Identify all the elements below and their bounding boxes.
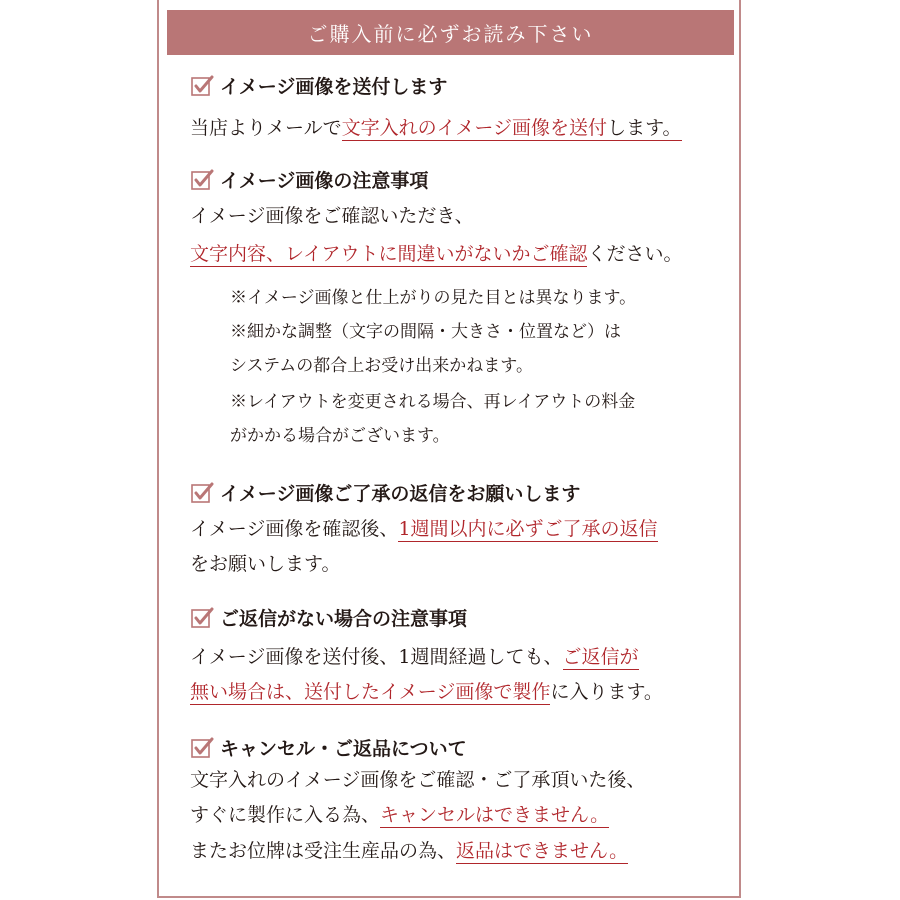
section-2-heading: イメージ画像の注意事項 xyxy=(190,166,428,193)
section-2-note-4: ※レイアウトを変更される場合、再レイアウトの料金 xyxy=(230,392,636,412)
section-2-note-5: がかかる場合がございます。 xyxy=(230,426,450,446)
banner-title: ご購入前に必ずお読み下さい xyxy=(307,22,594,46)
section-4-heading: ご返信がない場合の注意事項 xyxy=(190,604,467,631)
section-3-heading: イメージ画像ご了承の返信をお願いします xyxy=(190,479,580,506)
section-2-line-2: 文字内容、レイアウトに間違いがないかご確認ください。 xyxy=(190,243,683,265)
checkbox-check-icon xyxy=(190,606,214,630)
checkbox-check-icon xyxy=(190,74,214,98)
section-4-line-2: 無い場合は、送付したイメージ画像で製作に入ります。 xyxy=(190,681,663,703)
section-3-line-2: をお願いします。 xyxy=(190,553,341,575)
section-1-line-1: 当店よりメールで文字入れのイメージ画像を送付します。 xyxy=(190,117,682,139)
section-2-note-3: システムの都合上お受け出来かねます。 xyxy=(230,356,533,376)
section-5-line-1: 文字入れのイメージ画像をご確認・ご了承頂いた後、 xyxy=(190,769,646,791)
section-2-line-1: イメージ画像をご確認いただき、 xyxy=(190,205,474,227)
section-3-line-1: イメージ画像を確認後、1週間以内に必ずご了承の返信 xyxy=(190,518,658,540)
section-2-note-1: ※イメージ画像と仕上がりの見た目とは異なります。 xyxy=(230,288,637,308)
checkbox-check-icon xyxy=(190,736,214,760)
banner xyxy=(167,10,734,55)
section-5-line-2: すぐに製作に入る為、キャンセルはできません。 xyxy=(190,804,610,826)
section-1-heading: イメージ画像を送付します xyxy=(190,72,447,99)
checkbox-check-icon xyxy=(190,481,214,505)
section-4-line-1: イメージ画像を送付後、1週間経過しても、ご返信が xyxy=(190,646,639,668)
section-5-line-3: またお位牌は受注生産品の為、返品はできません。 xyxy=(190,840,629,862)
checkbox-check-icon xyxy=(190,168,214,192)
section-2-note-2: ※細かな調整（文字の間隔・大きさ・位置など）は xyxy=(230,322,621,342)
section-5-heading: キャンセル・ご返品について xyxy=(190,734,467,761)
